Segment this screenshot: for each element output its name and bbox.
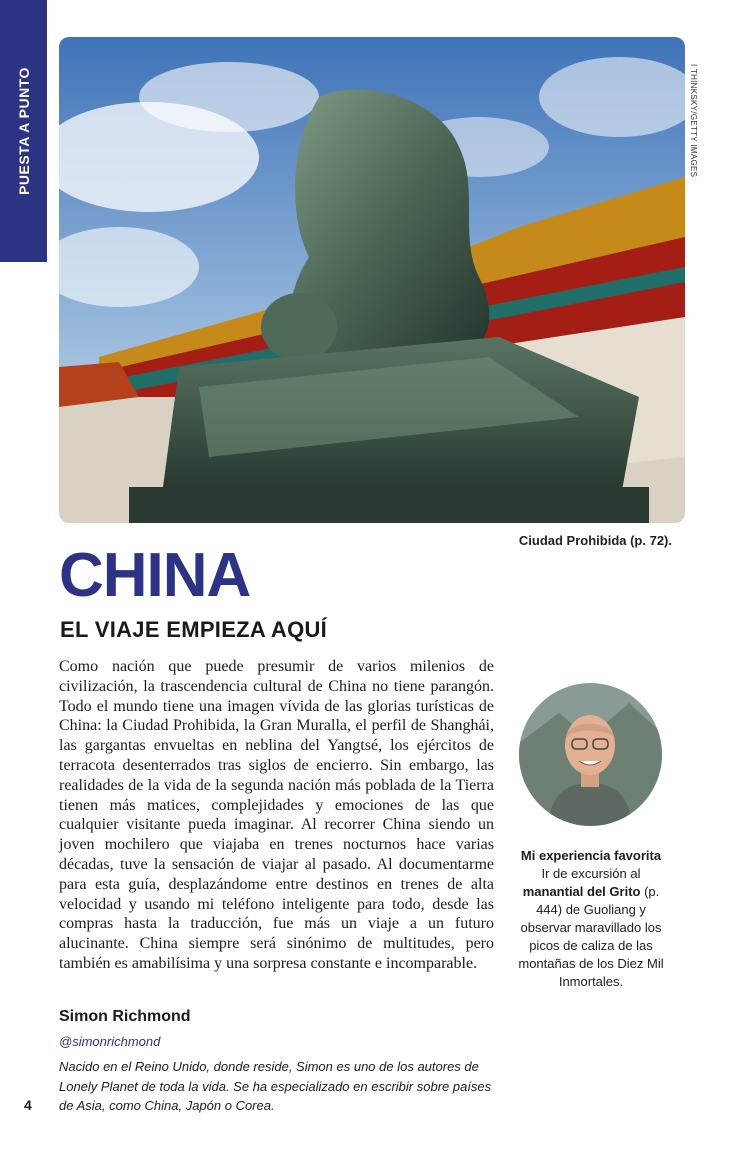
- page-number: 4: [24, 1097, 32, 1113]
- photo-credit: I THINKSKY/GETTY IMAGES: [689, 64, 698, 178]
- favorite-experience-place: manantial del Grito: [522, 884, 641, 899]
- page-subtitle: EL VIAJE EMPIEZA AQUÍ: [60, 617, 328, 642]
- author-handle: @simonrichmond: [59, 1034, 161, 1049]
- favorite-experience-label: Mi experiencia favorita: [520, 848, 662, 863]
- author-portrait: [519, 683, 662, 826]
- favorite-experience-text-2: (p. 444) de Guoliang y observar maravillado los picos de caliza de las montañas de los Diez Mil Inmortales.: [518, 884, 664, 989]
- section-tab: [0, 0, 47, 262]
- author-avatar: [519, 683, 662, 826]
- hero-photo: [59, 37, 685, 523]
- author-name: Simon Richmond: [59, 1008, 191, 1025]
- intro-paragraph: Como nación que puede presumir de varios milenios de civilización, la trascendencia cultural de China no tiene parangón. Todo el mundo tiene una imagen vívida de las glorias turísticas de China: la Ciudad Prohibida, la Gran Muralla, el perfil de Shanghái, las gargantas envueltas en neblina del Yangtsé, los ejércitos de terracota desenterrados tras siglos de encierro. Sin embargo, las realidades de la vida de la segunda nación más poblada de la Tierra tienen más matices, complejidades y emociones de las que cualquier visitante pueda imaginar. Al recorrer China siendo un joven mochilero que viajaba en trenes nocturnos hace varias décadas, tuve la sensación de viajar al pasado. Al documentarme para esta guía, desplazándome entre destinos en trenes de alta velocidad y usando mi teléfono inteligente para todo, desde las compras hasta la traducción, fue más un viaje a un futuro alucinante. China siempre será sinónimo de multitudes, pero también es amabilísima y una sorpresa constante e incomparable.: [59, 658, 494, 972]
- section-tab-label: PUESTA A PUNTO: [15, 67, 32, 195]
- favorite-experience: [518, 847, 664, 991]
- author-bio: Nacido en el Reino Unido, donde reside, Simon es uno de los autores de Lonely Planet de toda la vida. Se ha especializado en escribir sobre países de Asia, como China, Japón o Corea.: [59, 1059, 492, 1113]
- favorite-experience-text-1: Ir de excursión al: [541, 866, 641, 881]
- photo-caption: Ciudad Prohibida (p. 72).: [518, 533, 672, 548]
- page-title: CHINA: [59, 541, 251, 610]
- guardian-lion-photo: [59, 37, 685, 523]
